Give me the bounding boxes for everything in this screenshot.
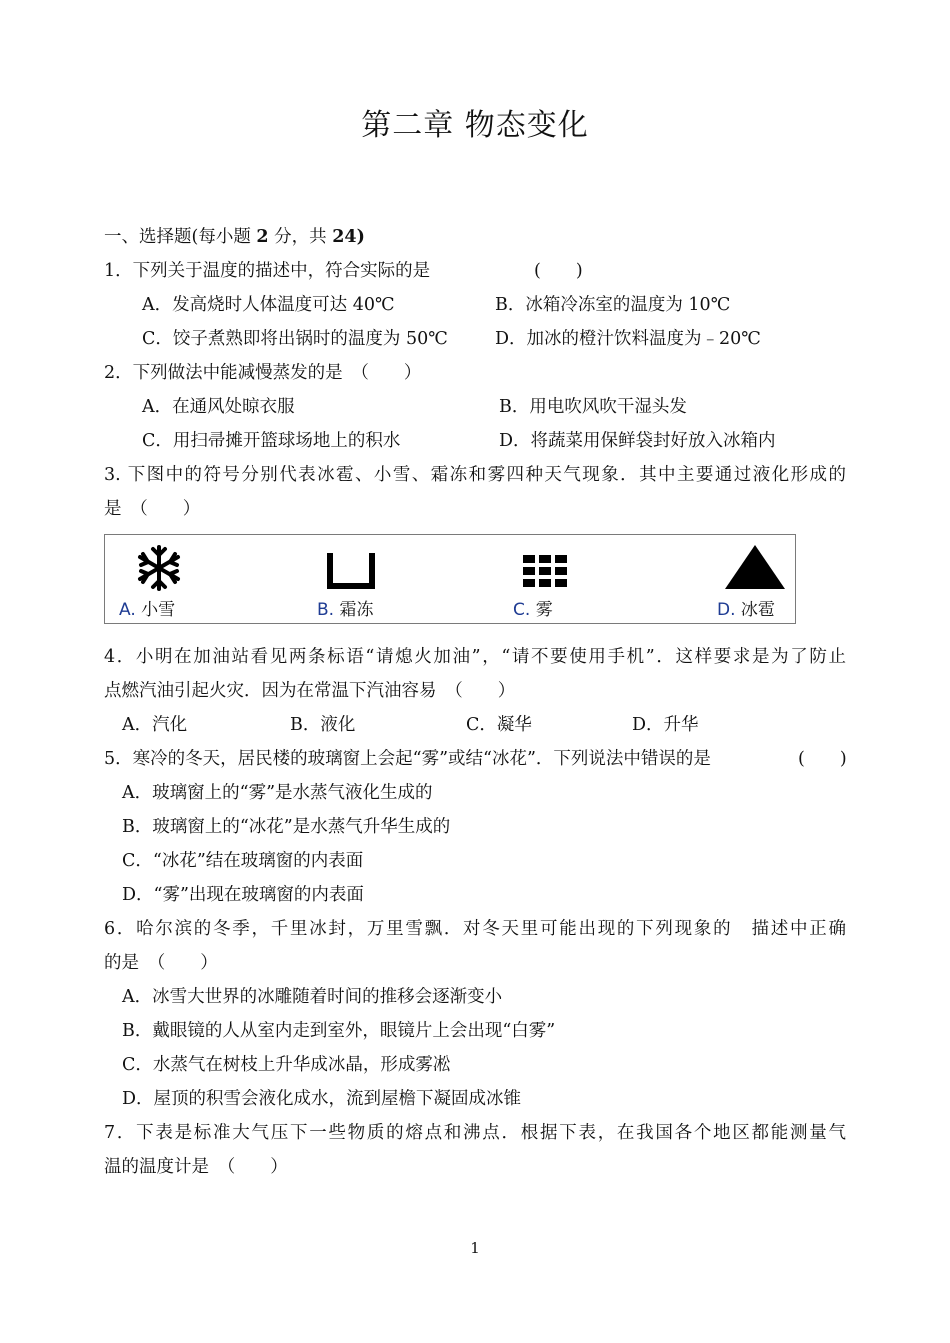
question-4-option-c: C．凝华 [466, 715, 532, 735]
question-1-option-d: D．加冰的橙汁饮料温度为﹣20℃ [495, 329, 761, 349]
question-1-option-c: C．饺子煮熟即将出锅时的温度为 50℃ [142, 329, 448, 349]
page-number: 1 [470, 1239, 480, 1257]
question-5-answer-slot: ( ) [798, 749, 847, 769]
question-6-option-b: B．戴眼镜的人从室内走到室外，眼镜片上会出现“白雾” [122, 1021, 556, 1041]
question-5-stem: 5．寒冷的冬天，居民楼的玻璃窗上会起“雾”或结“冰花”．下列说法中错误的是 [104, 749, 711, 769]
question-2-option-c: C．用扫帚摊开篮球场地上的积水 [142, 431, 401, 451]
question-1-stem: 1．下列关于温度的描述中，符合实际的是 [104, 261, 431, 281]
question-5-option-d: D．“雾”出现在玻璃窗的内表面 [122, 885, 364, 905]
question-5-option-a: A．玻璃窗上的“雾”是水蒸气液化生成的 [122, 783, 433, 803]
question-1-option-b: B．冰箱冷冻室的温度为 10℃ [495, 295, 731, 315]
question-6-option-d: D．屋顶的积雪会液化成水，流到屋檐下凝固成冰锥 [122, 1089, 522, 1109]
question-4-stem-line-2: 点燃汽油引起火灾．因为在常温下汽油容易 （ ） [104, 681, 516, 701]
question-1-option-a: A．发高烧时人体温度可达 40℃ [142, 295, 395, 315]
question-2-option-a: A．在通风处晾衣服 [142, 397, 295, 417]
question-4-option-d: D．升华 [632, 715, 699, 735]
question-4-option-a: A．汽化 [122, 715, 188, 735]
figure-label-a: A. 小雪 [119, 600, 176, 620]
question-5-option-b: B．玻璃窗上的“冰花”是水蒸气升华生成的 [122, 817, 451, 837]
hail-triangle-icon [715, 543, 795, 593]
question-1-answer-slot: ( ) [534, 261, 583, 281]
section-heading: 一、选择题(每小题 2 分，共 24) [104, 227, 365, 247]
question-7-stem-line-1: 7．下表是标准大气压下一些物质的熔点和沸点．根据下表，在我国各个地区都能测量气 [104, 1123, 846, 1143]
question-4-option-b: B．液化 [290, 715, 356, 735]
question-3-stem-line-2: 是 （ ） [104, 499, 201, 519]
question-4-stem-line-1: 4．小明在加油站看见两条标语“请熄火加油”，“请不要使用手机”．这样要求是为了防止 [104, 647, 846, 667]
weather-symbols-figure [104, 534, 796, 624]
figure-label-c: C. 雾 [513, 600, 553, 620]
question-6-option-c: C．水蒸气在树枝上升华成冰晶，形成雾凇 [122, 1055, 451, 1075]
snowflake-icon [119, 543, 199, 593]
question-2-option-d: D．将蔬菜用保鲜袋封好放入冰箱内 [499, 431, 776, 451]
question-5-option-c: C．“冰花”结在玻璃窗的内表面 [122, 851, 364, 871]
question-6-stem-line-1: 6．哈尔滨的冬季，千里冰封，万里雪飘．对冬天里可能出现的下列现象的 描述中正确 [104, 919, 846, 939]
question-7-stem-line-2: 温的温度计是 （ ） [104, 1157, 288, 1177]
question-6-option-a: A．冰雪大世界的冰雕随着时间的推移会逐渐变小 [122, 987, 503, 1007]
figure-label-d: D. 冰雹 [717, 600, 775, 620]
question-2-stem: 2．下列做法中能减慢蒸发的是 （ ） [104, 363, 422, 383]
figure-label-b: B. 霜冻 [317, 600, 374, 620]
page-title: 第二章 物态变化 [361, 108, 589, 143]
question-2-option-b: B．用电吹风吹干湿头发 [499, 397, 687, 417]
fog-grid-icon [505, 543, 585, 593]
frost-bracket-icon [311, 543, 391, 593]
question-6-stem-line-2: 的是 （ ） [104, 953, 218, 973]
question-3-stem-line-1: 3. 下图中的符号分别代表冰雹、小雪、霜冻和雾四种天气现象．其中主要通过液化形成的 [104, 465, 846, 485]
